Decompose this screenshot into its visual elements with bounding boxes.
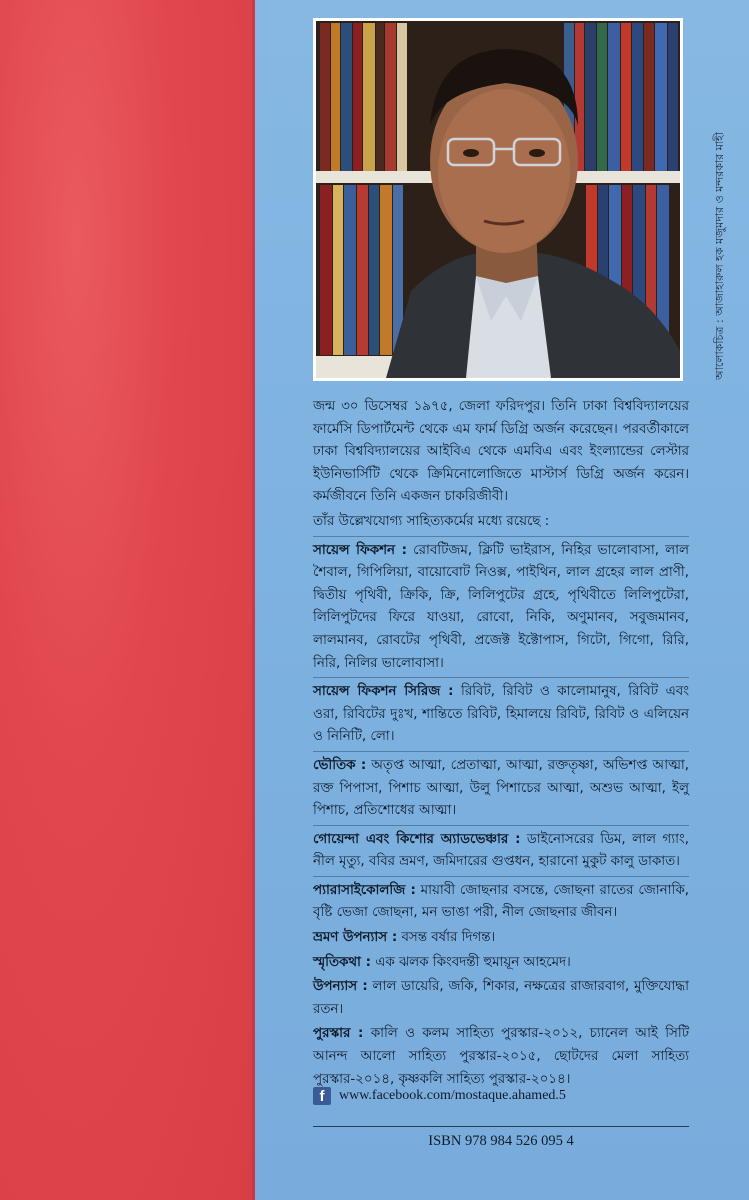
works-heading: ভ্রমণ উপন্যাস : bbox=[313, 930, 398, 946]
works-list: রিবিট, রিবিট ও কালোমানুষ, রিবিট এবং ওরা, রিবিটের দুঃখ, শান্তিতে রিবিট, হিমালয়ে রিবিট, রিবিট ও এলিয়েন ও নিনিটি, লো। bbox=[313, 684, 689, 745]
works-parapsychology bbox=[313, 880, 689, 925]
works-novel bbox=[313, 976, 689, 1021]
works-heading: গোয়েন্দা এবং কিশোর অ্যাডভেঞ্চার : bbox=[313, 831, 521, 847]
works-list: এক ঝলক কিংবদন্তী হুমায়ূন আহমেদ। bbox=[370, 954, 571, 970]
divider bbox=[313, 677, 689, 678]
facebook-url[interactable]: www.facebook.com/mostaque.ahamed.5 bbox=[339, 1088, 566, 1103]
works-science-fiction bbox=[313, 540, 689, 676]
bio-paragraph: জন্ম ৩০ ডিসেম্বর ১৯৭৫, জেলা ফরিদপুর। তিনি ঢাকা বিশ্ববিদ্যালয়ের ফার্মেসি ডিপার্টমেন্ট থেকে এম ফার্ম ডিগ্রি অর্জন করেছেন। পরবর্তীকালে ঢাকা বিশ্ববিদ্যালয়ের আইবিএ থেকে এমবিএ এবং ইংল্যান্ডের লেস্টার ইউনিভার্সিটি থেকে ক্রিমিনোলোজিতে মাস্টার্স ডিগ্রি অর্জন করেন। কর্মজীবনে তিনি একজন চাকরিজীবী। bbox=[313, 399, 689, 505]
works-awards bbox=[313, 1023, 689, 1091]
works-list: লাল ডায়েরি, জকি, শিকার, নক্ষত্রের রাজারবাগ, মুক্তিযোদ্ধা রতন। bbox=[313, 979, 689, 1017]
divider bbox=[313, 876, 689, 877]
isbn-number: ISBN 978 984 526 095 4 bbox=[428, 1133, 574, 1149]
divider bbox=[313, 536, 689, 537]
works-list: অতৃপ্ত আত্মা, প্রেতাত্মা, আত্মা, রক্ততৃষ্ণা, অভিশপ্ত আত্মা, রক্ত পিপাসা, পিশাচ আত্মা, উলু পিশাচের আত্মা, অশুভ আত্মা, ইলু পিশাচ, প্রতিশোধের আত্মা। bbox=[313, 757, 689, 819]
works-list: ডাইনোসরের ডিম, লাল গ্যাং, নীল মৃত্যু, ববির ভ্রমণ, জমিদারের গুপ্তধন, হারানো মুকুট কালু ডাকাত। bbox=[313, 831, 689, 870]
isbn-divider bbox=[313, 1126, 689, 1127]
works-intro: তাঁর উল্লেখযোগ্য সাহিত্যকর্মের মধ্যে রয়েছে : bbox=[313, 513, 550, 529]
photo-credit-text: আলোকচিত্র : আজাহারুল হক মজুমদার ও মন্দরকার মাহী bbox=[713, 132, 726, 380]
works-list: কালি ও কলম সাহিত্য পুরস্কার-২০১২, চ্যানেল আই সিটি আনন্দ আলো সাহিত্য পুরস্কার-২০১৫, ছোটদের মেলা সাহিত্য পুরস্কার-২০১৪, কৃষ্ণকলি সাহিত্য পুরস্কার-২০১৪। bbox=[313, 1026, 689, 1087]
divider bbox=[313, 751, 689, 752]
works-memoir bbox=[313, 952, 689, 975]
works-heading: সায়েন্স ফিকশন সিরিজ : bbox=[313, 684, 454, 700]
facebook-icon: f bbox=[313, 1087, 331, 1105]
photo-credit bbox=[697, 60, 726, 380]
facebook-link-row[interactable] bbox=[313, 1087, 566, 1105]
works-list: বসন্ত বর্ষার দিগন্ত। bbox=[397, 930, 496, 946]
works-list: মায়াবী জোছনার বসন্তে, জোছনা রাতের জোনাকি, বৃষ্টি ভেজা জোছনা, মন ভাঙা পরী, নীল জোছনার জীবন। bbox=[313, 882, 689, 921]
works-heading: সায়েন্স ফিকশন : bbox=[313, 542, 407, 558]
cover-spine-red bbox=[0, 0, 255, 1200]
divider bbox=[313, 825, 689, 826]
works-science-fiction-series bbox=[313, 681, 689, 749]
works-heading: স্মৃতিকথা : bbox=[313, 954, 371, 970]
works-heading: প্যারাসাইকোলজি : bbox=[313, 882, 416, 898]
author-photo bbox=[313, 18, 683, 381]
works-list: রোবটিজম, ক্লিটি ভাইরাস, নিহির ভালোবাসা, লাল শৈবাল, গিপিলিয়া, বায়োবোট নিওক্স, পাইথিন, লাল গ্রহের লাল প্রাণী, দ্বিতীয় পৃথিবী, ক্রিকি, ক্রি, লিলিপুটের গ্রহে, পৃথিবীতে লিলিপুটেরা, লিলিপুটদের ফিরে যাওয়া, রোবো, নিকি, অণুমানব, সবুজমানব, লালমানব, রোবটের পৃথিবী, প্রজেক্ট ইক্টোপাস, গিটো, গিগো, রিরি, নিরি, নিলির ভালোবাসা। bbox=[313, 542, 689, 671]
works-heading: উপন্যাস : bbox=[313, 979, 368, 995]
works-heading: ভৌতিক : bbox=[313, 757, 367, 773]
works-detective bbox=[313, 829, 689, 874]
author-bio-section bbox=[313, 396, 689, 1093]
works-horror bbox=[313, 755, 689, 823]
works-travel-novel bbox=[313, 927, 689, 950]
works-heading: পুরস্কার : bbox=[313, 1026, 364, 1042]
